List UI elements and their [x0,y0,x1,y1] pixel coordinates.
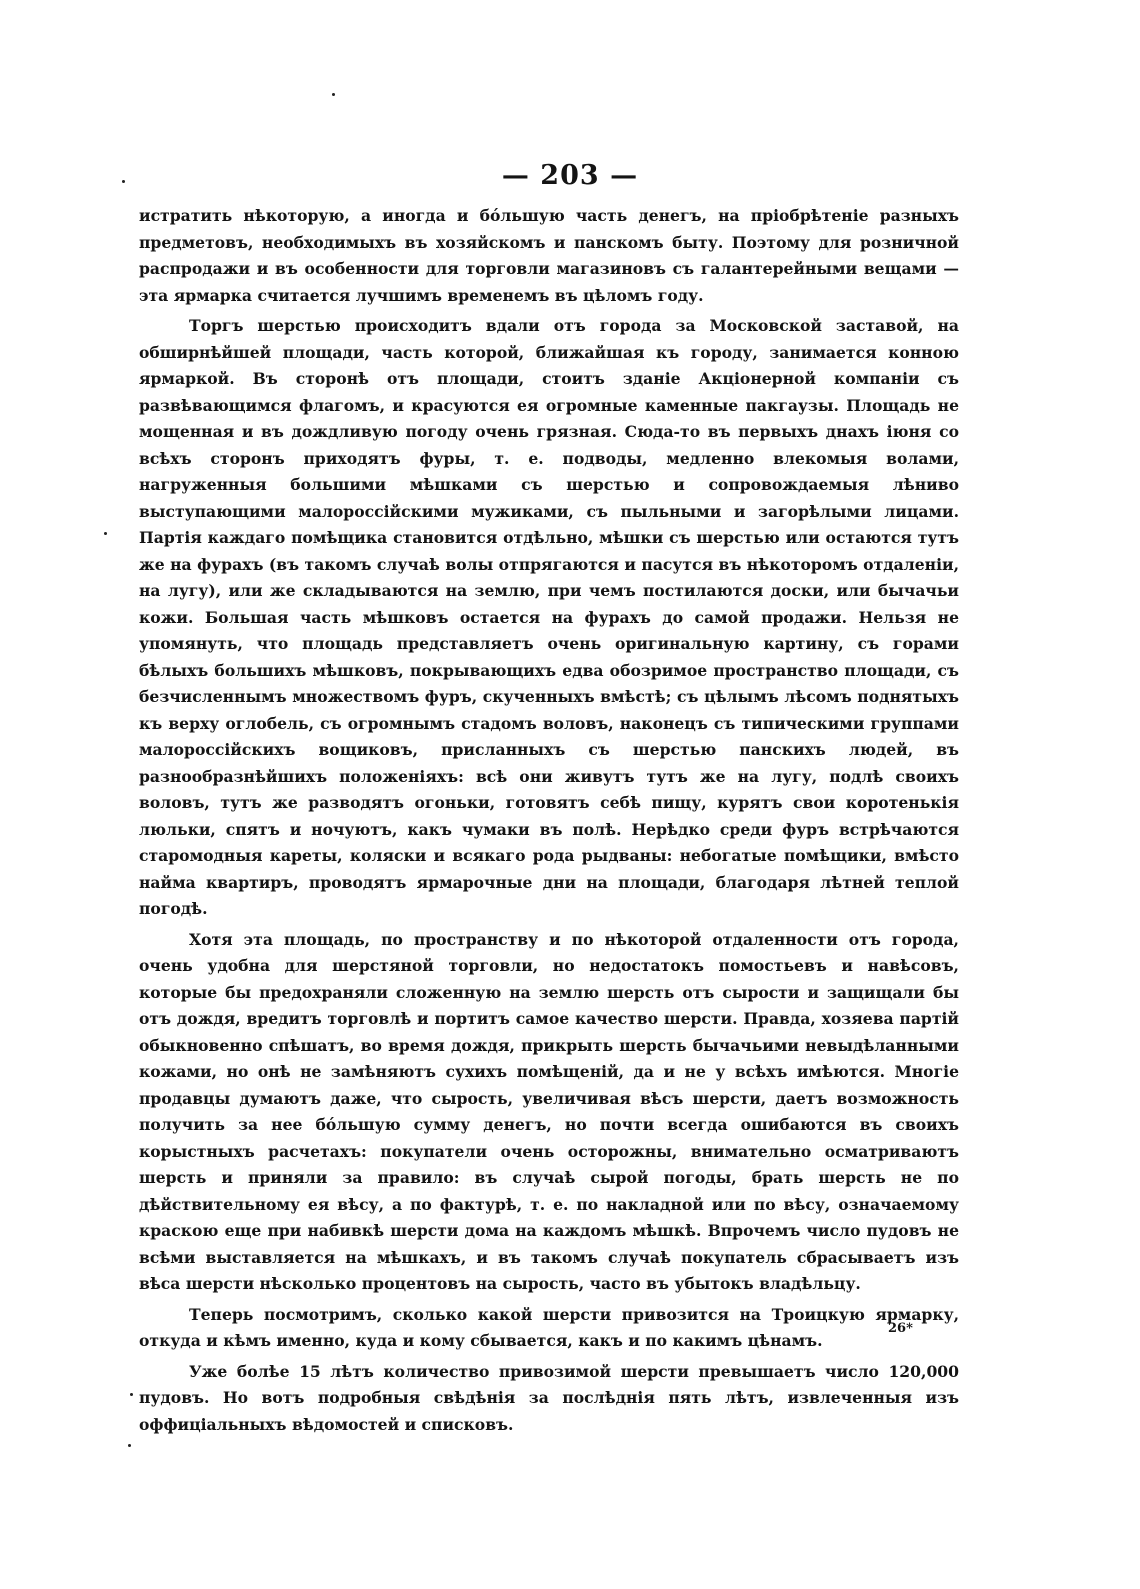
paragraph-continuation: истратить нѣкоторую, а иногда и бо́льшую часть денегъ, на пріобрѣтеніе разныхъ предметовъ, необходимыхъ въ хозяйскомъ и панскомъ быту. Поэтому для розничной распродажи и въ особенности для торговли магазиновъ съ галантерейными вещами — эта ярмарка считается лучшимъ временемъ въ цѣломъ году. [139,206,959,305]
signature-mark: 26* [888,1321,913,1336]
scan-speck [122,180,125,183]
page-number: — 203 — [501,160,639,191]
body-text [139,203,959,1442]
scan-speck [128,1444,131,1447]
scan-speck [130,1393,133,1396]
scan-speck [332,93,335,96]
paragraph-wool-quantity: Уже болѣе 15 лѣтъ количество привозимой шерсти превышаетъ число 120,000 пудовъ. Но вотъ подробныя свѣдѣнія за послѣднія пять лѣтъ, извлеченныя изъ оффиціальныхъ вѣдомостей и списковъ. [139,1361,959,1434]
paragraph-wool-sources: Теперь посмотримъ, сколько какой шерсти привозится на Троицкую ярмарку, откуда и кѣмъ именно, куда и кому сбывается, какъ и по какимъ цѣнамъ. [139,1304,959,1350]
paragraph-wool-trade: Торгъ шерстью происходитъ вдали отъ города за Московской заставой, на обширнѣйшей площади, часть которой, ближайшая къ городу, занимается конною ярмаркой. Въ сторонѣ отъ площади, стоитъ зданіе Акціонерной компаніи съ развѣвающимся флагомъ, и красуются ея огромные каменные пакгаузы. Площадь не мощенная и въ дождливую погоду очень грязная. Сюда-то въ первыхъ днахъ іюня со всѣхъ сторонъ приходятъ фуры, т. е. подводы, медленно влекомыя волами, нагруженныя большими мѣшками съ шерстью и сопровождаемыя лѣниво выступающими малороссійскими мужиками, съ пыльными и загорѣлыми лицами. Партія каждаго помѣщика становится отдѣльно, мѣшки съ шерстью или остаются тутъ же на фурахъ (въ такомъ случаѣ волы отпрягаются и пасутся въ нѣкоторомъ отдаленіи, на лугу), или же складываются на землю, при чемъ постилаются доски, или бычачьи кожи. Большая часть мѣшковъ остается на фурахъ до самой продажи. Нельзя не упомянуть, что площадь представляетъ очень оригинальную картину, съ горами бѣлыхъ большихъ мѣшковъ, покрывающихъ едва обозримое пространство площади, съ безчисленнымъ множествомъ фуръ, скученныхъ вмѣстѣ; съ цѣлымъ лѣсомъ поднятыхъ къ верху оглобель, съ огромнымъ стадомъ воловъ, наконецъ съ типическими группами малороссійскихъ вощиковъ, присланныхъ съ шерстью панскихъ людей, въ разнообразнѣйшихъ положеніяхъ: всѣ они живутъ тутъ же на лугу, подлѣ своихъ воловъ, тутъ же разводятъ огоньки, готовятъ себѣ пищу, курятъ свои коротенькія люльки, спятъ и ночуютъ, какъ чумаки въ полѣ. Нерѣдко среди фуръ встрѣчаются старомодныя кареты, коляски и всякаго рода рыдваны: небогатые помѣщики, вмѣсто найма квартиръ, проводятъ ярмарочные дни на площади, благодаря лѣтней теплой погодѣ. [139,316,959,918]
paragraph-square-drawbacks: Хотя эта площадь, по пространству и по нѣкоторой отдаленности отъ города, очень удобна для шерстяной торговли, но недостатокъ помостьевъ и навѣсовъ, которые бы предохраняли сложенную на землю шерсть отъ сырости и защищали бы отъ дождя, вредитъ торговлѣ и портитъ самое качество шерсти. Правда, хозяева партій обыкновенно спѣшатъ, во время дождя, прикрыть шерсть бычачьими невыдѣланными кожами, но онѣ не замѣняютъ сухихъ помѣщеній, да и не у всѣхъ имѣются. Многіе продавцы думаютъ даже, что сырость, увеличивая вѣсъ шерсти, даетъ возможность получить за нее бо́льшую сумму денегъ, но почти всегда ошибаются въ своихъ корыстныхъ расчетахъ: покупатели очень осторожны, внимательно осматриваютъ шерсть и приняли за правило: въ случаѣ сырой погоды, брать шерсть не по дѣйствительному ея вѣсу, а по фактурѣ, т. е. по накладной или по вѣсу, означаемому краскою еще при набивкѣ шерсти дома на каждомъ мѣшкѣ. Впрочемъ число пудовъ не всѣми выставляется на мѣшкахъ, и въ такомъ случаѣ покупатель сбрасываетъ изъ вѣса шерсти нѣсколько процентовъ на сырость, часто въ убытокъ владѣльцу. [139,929,959,1293]
scan-speck [104,532,107,535]
